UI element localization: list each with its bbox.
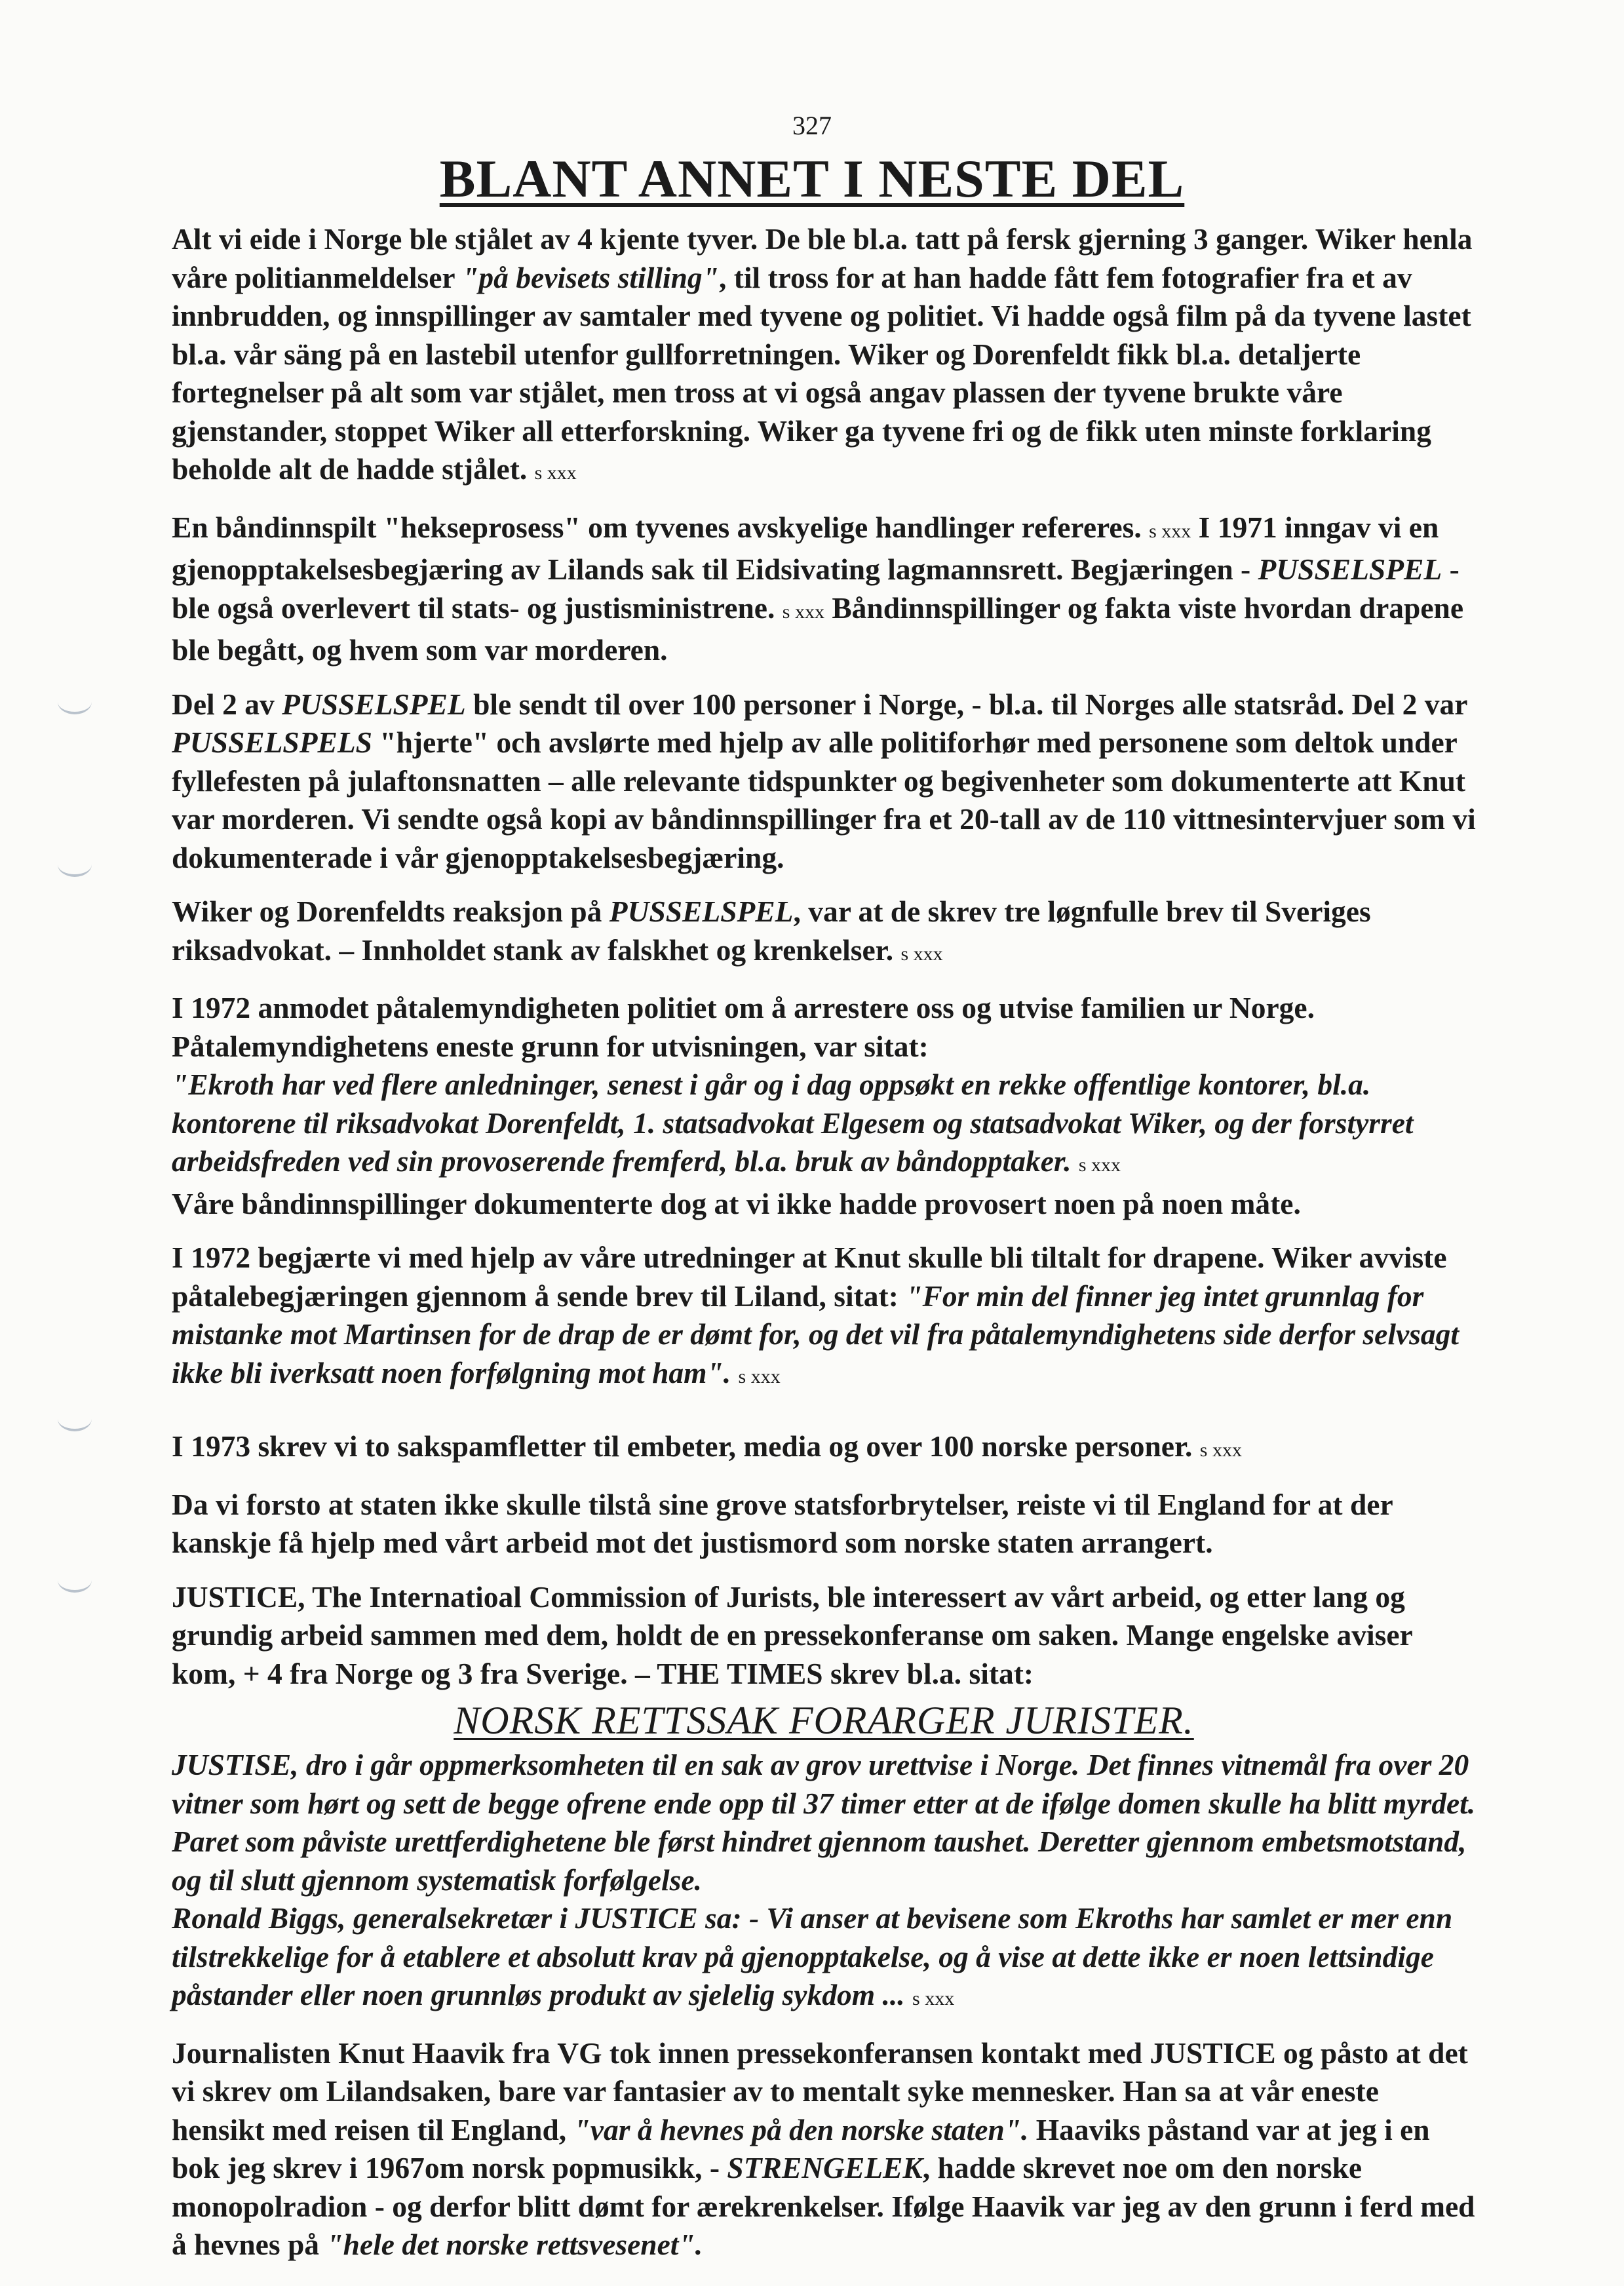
paragraph-5 [172,989,1476,1223]
punch-hole-mark-4 [58,1568,92,1593]
punch-hole-mark-2 [58,852,92,877]
p1-text-a: Alt vi eide i Norge ble stjålet av 4 kjente tyver. De ble bl.a. tatt på fersk gjerning 3 ganger. Wiker henla våre politianmeldelser [172,222,1473,294]
p3-text-a: Del 2 av [172,687,282,721]
p6-text-a: I 1972 begjærte vi med hjelp av våre utredninger at Knut skulle bli tiltalt for drapene. Wiker avviste påtalebegjæringen gjennom å sende brev til Liland, sitat: [172,1241,1447,1313]
p10-text-e: , hadde skrevet noe om den norske monopolradion - og derfor blitt dømt for ærekrenkelser. Ifølge Haavik var jeg av den grunn i ferd med å hevnes på [172,2151,1475,2261]
p3-text-c: ble sendt til over 100 personer i Norge, - bl.a. til Norges alle statsråd. Del 2 var [465,687,1467,721]
times-headline: NORSK RETTSSAK FORARGER JURISTER. [454,1699,1194,1742]
paragraph-7 [172,1427,1476,1470]
p4-source-ref: s xxx [900,942,943,965]
p2-text-b: I 1971 inngav vi en gjenopptakelsesbegjæring av Lilands sak til Eidsivating lagmannsrett. Begjæringen - [172,510,1439,586]
p2-text-e: Båndinnspillinger og fakta viste hvordan drapene ble begått, og hvem som var morderen. [172,591,1464,667]
p4-title-pusselspel: PUSSELSPEL [609,895,794,928]
p2-text-d: - ble også overlevert til stats- og justisministrene. [172,552,1460,625]
p10-text-a: Journalisten Knut Haavik fra VG tok innen pressekonferansen kontakt med JUSTICE og påsto at det vi skrev om Lilandsaken, bare var fantasier av to mentalt syke mennesker. Han sa at vår eneste hensikt med reisen til England, [172,2036,1468,2146]
p7-text-a: I 1973 skrev vi to sakspamfletter til embeter, media og over 100 norske personer. [172,1429,1200,1463]
paragraph-9 [172,1578,1476,1694]
paragraph-2 [172,509,1476,670]
paragraph-4 [172,893,1476,973]
times-quote-a: JUSTISE, dro i går oppmerksomheten til en sak av grov urettvise i Norge. Det finnes vitnemål fra over 20 vitner som hørt og sett de begge ofrene ende opp til 37 timer etter at de ifølge domen skulle ha blitt myrdet. Paret som påviste urettferdighetene ble først hindret gjennom taushet. Deretter gjennom embetsmotstand, og til slutt gjennom systematisk forfølgelse. [172,1748,1476,1897]
document-body [172,220,1476,2264]
p7-source-ref: s xxx [1199,1439,1242,1461]
page-title: BLANT ANNET I NESTE DEL [439,149,1185,208]
p3-title-pusselspels: PUSSELSPELS [172,726,372,759]
p6-quote: "For min del finner jeg intet grunnlag for mistanke mot Martinsen for de drap de er dømt for, og det vil fra påtalemyndighetens side derfor selvsagt ikke bli iverksatt noen forfølgning mot ham". [172,1279,1460,1389]
p2-source-ref-2: s xxx [782,600,824,623]
paragraph-6 [172,1239,1476,1396]
paragraph-10 [172,2034,1476,2264]
p5-source-ref: s xxx [1078,1154,1121,1176]
paragraph-8 [172,1486,1476,1562]
times-quote-b: Ronald Biggs, generalsekretær i JUSTICE sa: - Vi anser at bevisene som Ekroths har samlet er mer enn tilstrekkelige for å etablere et absolutt krav på gjenopptakelse, og å vise at dette ikke er noen lettsindige påstander eller noen grunnløs produkt av sjelelig sykdom ... [172,1901,1453,2011]
p10-text-c: Haaviks påstand var at jeg i en bok jeg skrev i 1967om norsk popmusikk, - [172,2112,1430,2184]
p3-text-e: "hjerte" och avslørte med hjelp av alle politiforhør med personene som deltok under fyllefesten på julaftonsnatten – alle relevante tidspunkter og begivenheter som dokumenterte att Knut var morderen. Vi sendte også kopi av båndinnspillinger fra et 20-tall av de 110 vittnesintervjuer som vi dokumenterade i vår gjenopptakelsesbegjæring. [172,726,1476,874]
page-number: 327 [792,111,832,140]
paragraph-1 [172,220,1476,493]
p3-title-pusselspel: PUSSELSPEL [282,687,466,721]
p1-text-c: , til tross for at han hadde fått fem fotografier fra et av innbrudden, og innspillinger av samtaler med tyvene og politiet. Vi hadde også film på da tyvene lastet bl.a. vår säng på en lastebil utenfor gullforretningen. Wiker og Dorenfeldt fikk bl.a. detaljerte fortegnelser på alt som var stjålet, men tross at vi også angav plassen der tyvene brukte våre gjenstander, stoppet Wiker all etterforskning. Wiker ga tyvene fri og de fikk uten minste forklaring beholde alt de hadde stjålet. [172,260,1471,486]
p9-text-a: JUSTICE, The Internatioal Commission of Jurists, ble interessert av vårt arbeid, og etter lang og grundig arbeid sammen med dem, holdt de en pressekonferanse om saken. Mange engelske aviser kom, + 4 fra Norge og 3 fra Sverige. – THE TIMES skrev bl.a. sitat: [172,1579,1412,1690]
paragraph-3 [172,686,1476,878]
times-quote-source-ref: s xxx [912,1988,955,2009]
p5-text-a: I 1972 anmodet påtalemyndigheten politiet om å arrestere oss og utvise familien ur Norge. Påtalemyndighetens eneste grunn for utvisningen, var sitat: [172,991,1315,1063]
p5-quote: "Ekroth har ved flere anledninger, senest i går og i dag oppsøkt en rekke offentlige kontorer, bl.a. kontorene til riksadvokat Dorenfeldt, 1. statsadvokat Elgesem og statsadvokat Wiker, og der forstyrret arbeidsfreden ved sin provoserende fremferd, bl.a. bruk av båndopptaker. [172,1068,1414,1178]
punch-hole-mark-1 [58,689,92,714]
p6-source-ref: s xxx [738,1365,781,1387]
p4-text-c: , var at de skrev tre løgnfulle brev til Sveriges riksadvokat. – Innholdet stank av falskhet og krenkelser. [172,895,1371,967]
p10-title-strengelek: STRENGELEK [727,2151,923,2184]
punch-hole-mark-3 [58,1406,92,1431]
p1-quote: "på bevisets stilling" [462,260,719,294]
p2-title-pusselspel: PUSSELSPEL [1258,552,1442,586]
p1-source-ref: s xxx [534,462,577,484]
times-quote [172,1746,1476,2019]
p5-text-c: Våre båndinnspillinger dokumenterte dog at vi ikke hadde provosert noen på noen måte. [172,1186,1301,1220]
p8-text-a: Da vi forsto at staten ikke skulle tilstå sine grove statsforbrytelser, reiste vi til England for at der kanskje få hjelp med vårt arbeid mot det justismord som norske staten arrangert. [172,1487,1393,1559]
p10-quote-2: "hele det norske rettsvesenet". [326,2228,703,2261]
p2-text-a: En båndinnspilt "hekseprosess" om tyvenes avskyelige handlinger refereres. [172,510,1150,544]
p2-source-ref-1: s xxx [1149,520,1191,542]
p4-text-a: Wiker og Dorenfeldts reaksjon på [172,895,609,928]
p10-quote-1: "var å hevnes på den norske staten". [573,2112,1029,2146]
